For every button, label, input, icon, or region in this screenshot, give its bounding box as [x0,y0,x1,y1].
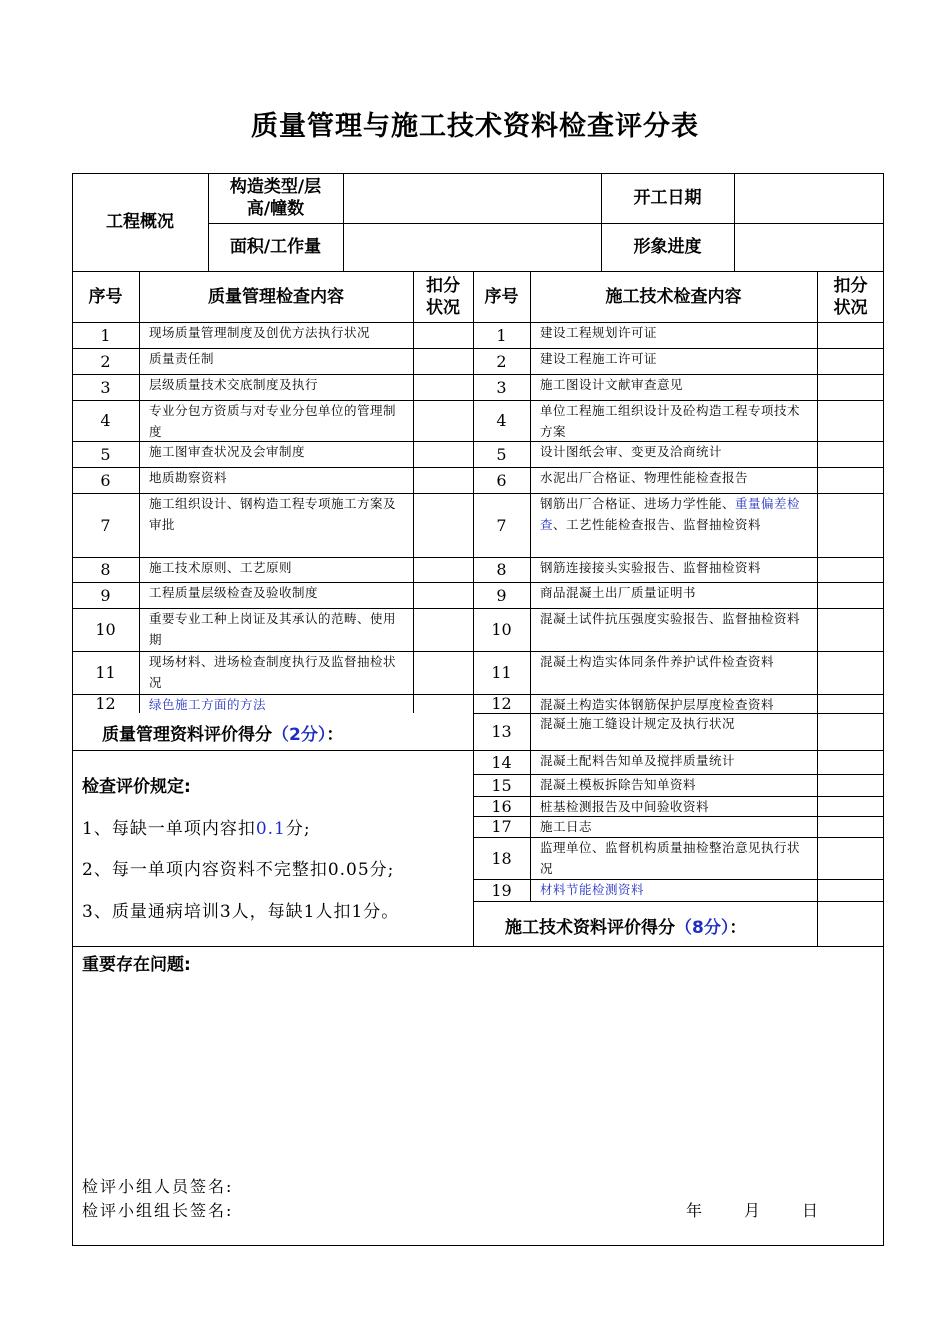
table-row [473,837,884,879]
issues-title: 重要存在问题: [82,955,191,975]
quality-content-header: 质量管理检查内容 [208,286,344,307]
row-content: 重要专业工种上岗证及其承认的范畴、使用期 [149,611,397,647]
row-number: 18 [491,848,512,868]
row-number: 4 [100,411,111,430]
table-row [72,608,473,651]
row-number: 3 [496,377,507,397]
deduction-cell[interactable] [817,348,884,374]
row-number: 6 [496,470,507,490]
table-row [473,651,884,694]
table-row [72,441,473,467]
deduction-cell[interactable] [817,322,884,348]
row-number: 1 [496,325,507,345]
row-content: 施工组织设计、钢构造工程专项施工方案及审批 [149,496,397,532]
leader-signature-label: 检评小组组长签名: [82,1201,234,1220]
quality-score-colon: ： [326,725,344,745]
table-row [473,493,884,557]
area-value[interactable] [344,224,600,270]
project-overview-label: 工程概况 [106,212,174,232]
row-number: 19 [491,880,512,900]
deduction-cell[interactable] [817,651,884,694]
row-content: 地质勘察资料 [149,470,228,485]
deduction-cell[interactable] [817,796,884,816]
structure-type-value[interactable] [344,174,600,222]
deduction-cell[interactable] [817,713,884,750]
deduction-cell[interactable] [413,322,473,348]
table-row [72,322,473,348]
row-number: 12 [491,694,512,713]
table-row [72,374,473,400]
deduction-cell[interactable] [817,400,884,441]
row-content: 混凝土试件抗压强度实验报告、监督抽检资料 [540,611,801,626]
deduction-header: 扣分状况 [833,275,868,318]
row-content: 混凝土构造实体同条件养护试件检查资料 [540,654,775,669]
tech-score-label: 施工技术资料评价得分 [505,918,675,938]
deduction-cell[interactable] [413,582,473,608]
deduction-cell[interactable] [817,467,884,493]
table-row [72,582,473,608]
deduction-cell[interactable] [817,582,884,608]
deduction-cell[interactable] [817,694,884,713]
deduction-cell[interactable] [817,879,884,901]
rule-2: 2、每一单项内容资料不完整扣0.05分; [82,860,395,880]
tech-score-points: （8分） [675,918,730,938]
area-label: 面积/工作量 [229,237,322,257]
row-content: 建设工程规划许可证 [540,325,658,340]
table-row [72,400,473,441]
row-content: 绿色施工方面的方法 [149,697,267,712]
deduction-cell[interactable] [817,557,884,582]
deduction-cell[interactable] [413,651,473,694]
table-row [72,694,473,713]
tech-score-value[interactable] [818,902,883,945]
deduction-cell[interactable] [413,441,473,467]
row-number: 4 [496,411,507,430]
table-row [473,816,884,837]
row-number: 8 [496,560,507,579]
row-content: 水泥出厂合格证、物理性能检查报告 [540,470,749,485]
row-content: 桩基检测报告及中间验收资料 [540,799,710,814]
deduction-cell[interactable] [413,557,473,582]
row-content [540,493,809,557]
table-row [473,400,884,441]
row-content: 现场材料、进场检查制度执行及监督抽检状况 [149,654,397,690]
deduction-cell[interactable] [817,837,884,879]
row-number: 5 [496,444,507,464]
deduction-cell[interactable] [413,400,473,441]
table-row [473,322,884,348]
table-row [473,374,884,400]
table-row [473,713,884,750]
quality-score-label: 质量管理资料评价得分 [102,725,272,745]
row-number: 9 [496,585,507,605]
row-number: 10 [491,620,512,639]
deduction-cell[interactable] [413,493,473,557]
row-number: 13 [491,722,512,741]
tech-score-row [505,913,746,938]
deduction-cell[interactable] [817,750,884,774]
row-number: 15 [491,775,512,795]
table-row [72,557,473,582]
page-title: 质量管理与施工技术资料检查评分表 [251,111,699,142]
deduction-cell[interactable] [817,774,884,796]
row-content: 现场质量管理制度及创优方法执行状况 [149,325,371,340]
members-signature-label: 检评小组人员签名: [82,1177,234,1196]
deduction-cell[interactable] [413,608,473,651]
row-number: 8 [100,560,111,579]
row-content-part: 、工艺性能检查报告、监督抽检资料 [553,517,762,532]
row-number: 6 [100,470,111,490]
table-row [473,348,884,374]
seq-header: 序号 [88,286,123,307]
row-content: 监理单位、监督机构质量抽检整治意见执行状况 [540,840,801,876]
table-row [72,467,473,493]
table-row [72,348,473,374]
row-number: 12 [95,694,116,713]
row-content: 施工图审查状况及会审制度 [149,444,306,459]
row-content: 工程质量层级检查及验收制度 [149,585,319,600]
date-year: 年 [686,1201,705,1220]
table-row [473,582,884,608]
row-content-part: 钢筋出厂合格证、进场力学性能、 [540,496,736,511]
start-date-label: 开工日期 [633,188,702,208]
seq-header: 序号 [484,286,519,307]
row-content: 混凝土施工缝设计规定及执行状况 [540,716,736,731]
row-number: 9 [100,585,111,605]
rule-3: 3、质量通病培训3人，每缺1人扣1分。 [82,902,400,922]
row-content: 商品混凝土出厂质量证明书 [540,585,697,600]
rule-1 [82,814,311,839]
highlighted-text: 重量偏差检查 [540,496,801,532]
row-content: 钢筋连接接头实验报告、监督抽检资料 [540,560,762,575]
table-row [473,750,884,774]
table-row [72,651,473,694]
table-row [473,467,884,493]
deduction-cell[interactable] [413,694,473,713]
row-content: 层级质量技术交底制度及执行 [149,377,319,392]
issues-textarea[interactable] [82,980,872,1170]
deduction-cell[interactable] [413,374,473,400]
row-number: 16 [491,796,512,816]
rule-1-value: 0.1 [255,819,286,839]
rules-title: 检查评价规定: [82,777,191,797]
table-row [473,774,884,796]
row-number: 14 [491,752,512,772]
structure-type-label: 构造类型/层高/幢数 [229,177,322,219]
table-row [473,694,884,713]
start-date-value[interactable] [735,174,883,222]
deduction-cell[interactable] [817,608,884,651]
row-number: 5 [100,444,111,464]
row-content: 施工技术原则、工艺原则 [149,560,293,575]
row-content: 施工日志 [540,819,593,834]
date-month: 月 [744,1201,763,1220]
date-day: 日 [802,1201,821,1220]
tech-content-header: 施工技术检查内容 [605,286,742,307]
row-content: 单位工程施工组织设计及砼构造工程专项技术方案 [540,403,801,439]
table-row [473,879,884,901]
row-number: 2 [100,351,111,371]
rule-1-unit: 分; [285,819,311,839]
table-row [72,493,473,557]
row-number: 1 [100,325,111,345]
deduction-cell[interactable] [817,816,884,837]
rule-1-text: 1、每缺一单项内容扣 [82,819,256,839]
divider [72,946,884,947]
row-number: 17 [491,817,512,836]
table-row [473,796,884,816]
table-row [473,441,884,467]
divider [72,750,473,751]
row-content: 质量责任制 [149,351,215,366]
deduction-header: 扣分状况 [426,275,460,318]
row-number: 3 [100,377,111,397]
deduction-cell[interactable] [817,441,884,467]
row-content: 混凝土模板拆除告知单资料 [540,777,697,792]
row-content: 混凝土配料告知单及搅拌质量统计 [540,753,736,768]
row-number: 7 [496,515,507,535]
row-number: 10 [95,620,116,639]
table-row [473,608,884,651]
row-content: 混凝土构造实体钢筋保护层厚度检查资料 [540,697,775,712]
row-content: 施工图设计文献审查意见 [540,377,684,392]
deduction-cell[interactable] [817,374,884,400]
row-content: 材料节能检测资料 [540,882,645,897]
deduction-cell[interactable] [413,348,473,374]
progress-value[interactable] [735,224,883,270]
deduction-cell[interactable] [413,467,473,493]
quality-score-row [102,720,343,745]
row-number: 7 [100,515,111,535]
row-number: 2 [496,351,507,371]
row-content: 设计图纸会审、变更及洽商统计 [540,444,723,459]
table-row [473,557,884,582]
row-content: 专业分包方资质与对专业分包单位的管理制度 [149,403,397,439]
deduction-cell[interactable] [817,493,884,557]
row-content: 建设工程施工许可证 [540,351,658,366]
tech-score-colon: ： [729,918,747,938]
quality-score-points: （2分） [272,725,327,745]
progress-label: 形象进度 [633,237,702,257]
row-number: 11 [95,663,116,682]
row-number: 11 [491,663,512,682]
